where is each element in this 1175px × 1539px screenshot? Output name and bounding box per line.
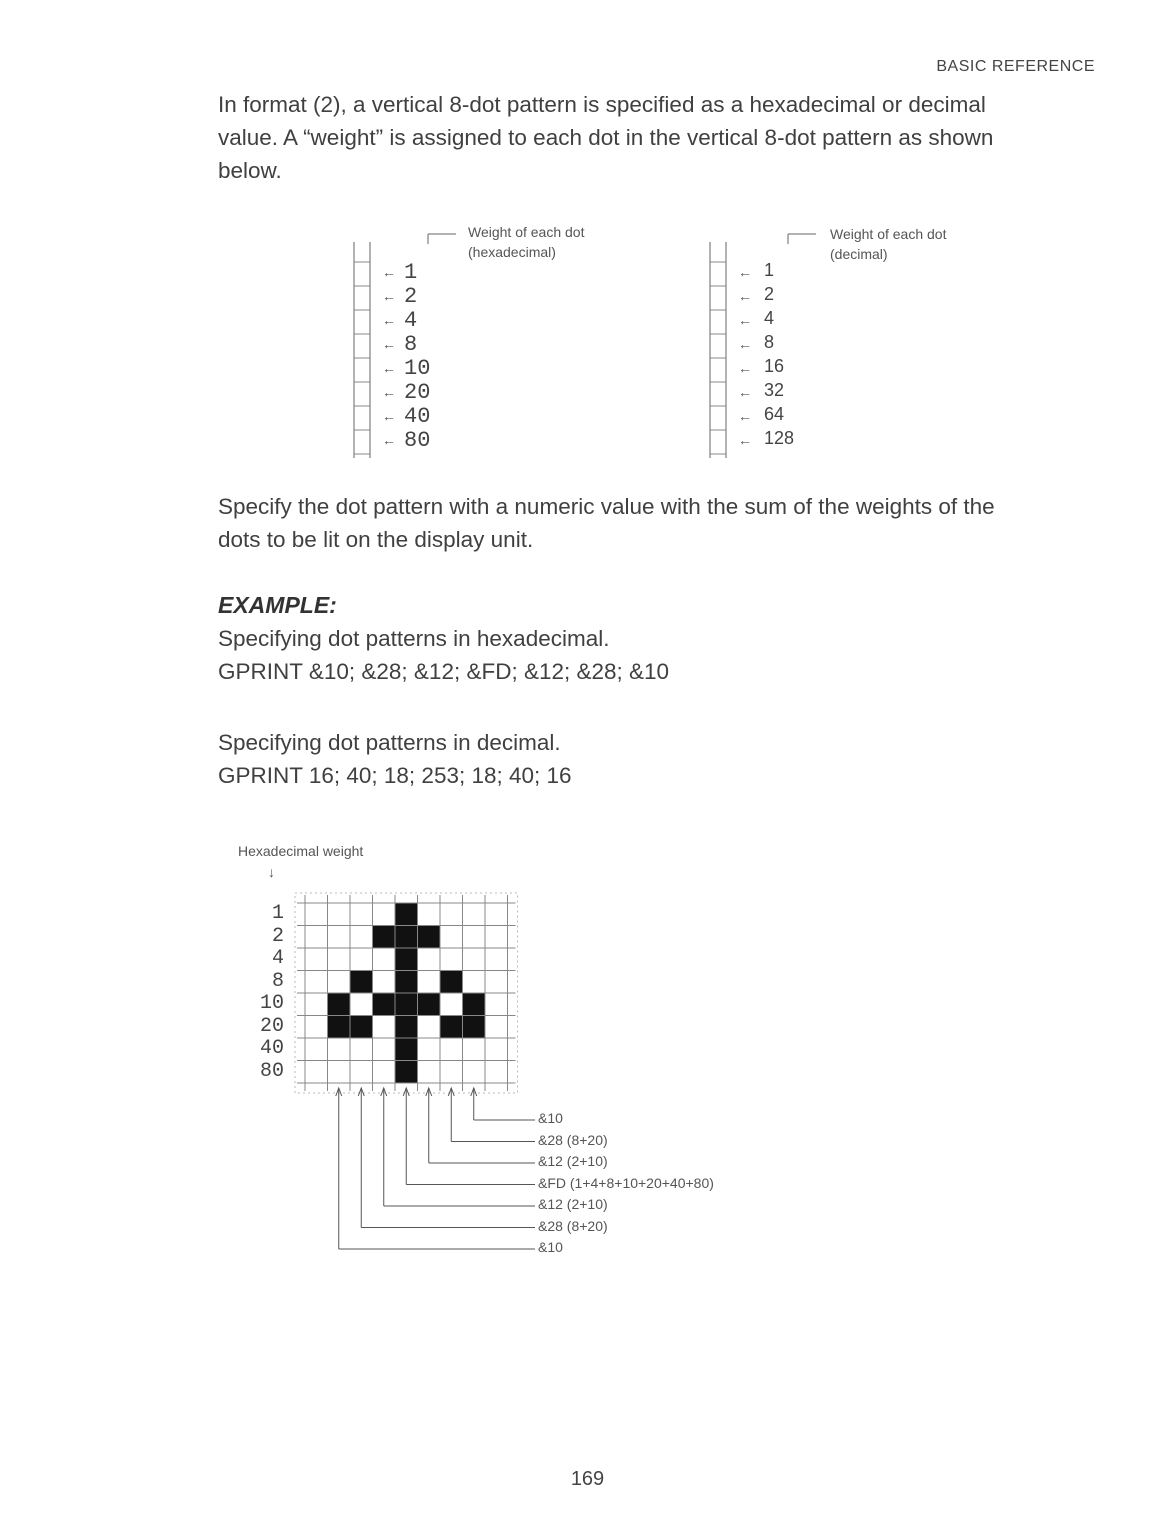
lit-dot	[395, 1061, 418, 1084]
dec-weight-label: 64	[764, 404, 785, 424]
weight-arrow-icon: ←	[738, 264, 752, 280]
intro-line-2: value. A “weight” is assigned to each dot in the vertical 8-dot pattern as shown	[218, 125, 994, 150]
lit-dot	[418, 993, 441, 1016]
lit-dot	[373, 926, 396, 949]
specify-line-2: dots to be lit on the display unit.	[218, 527, 534, 552]
grid-annotation: &28 (8+20)	[538, 1217, 608, 1234]
specify-line-1: Specify the dot pattern with a numeric value with the sum of the weights of the	[218, 494, 995, 519]
hex-weight-label: 20	[404, 380, 431, 405]
hex-dot-column	[340, 222, 460, 462]
dot-pattern-grid	[290, 888, 530, 1098]
grid-caption-arrow-icon: ↓	[268, 864, 275, 880]
weight-arrow-icon: ←	[738, 360, 752, 376]
weight-arrow-icon: ←	[382, 336, 396, 352]
page-number: 169	[570, 1468, 605, 1490]
example-title: EXAMPLE:	[218, 592, 337, 618]
hex-weight-label: 1	[404, 260, 418, 285]
weight-arrow-icon: ←	[738, 432, 752, 448]
lit-dot	[328, 993, 351, 1016]
dec-weight-label: 128	[764, 428, 795, 448]
grid-annotation: &12 (2+10)	[538, 1196, 608, 1212]
lit-dot	[350, 971, 373, 994]
weight-arrow-icon: ←	[382, 312, 396, 328]
grid-annotation: &28 (8+20)	[538, 1131, 608, 1148]
grid-annotation: &12 (2+10)	[538, 1153, 608, 1169]
lit-dot	[373, 993, 396, 1016]
lit-dot	[395, 993, 418, 1016]
lit-dot	[395, 926, 418, 949]
example-hex-description: Specifying dot patterns in hexadecimal.	[218, 626, 610, 651]
intro-line-3: below.	[218, 158, 282, 183]
hex-caption-line-2: (hexadecimal)	[468, 244, 556, 260]
weight-arrow-icon: ←	[382, 288, 396, 304]
weight-arrow-icon: ←	[382, 408, 396, 424]
weight-arrow-icon: ←	[738, 408, 752, 424]
grid-row-label: 4	[271, 947, 284, 970]
dec-dot-column	[700, 222, 820, 462]
lit-dot	[328, 1016, 351, 1039]
grid-annotation: &10	[538, 1110, 563, 1126]
hex-caption-line-1: Weight of each dot	[468, 224, 585, 240]
example-hex-code: GPRINT &10; &28; &12; &FD; &12; &28; &10	[218, 659, 670, 684]
hex-weight-label: 8	[404, 332, 418, 357]
grid-row-label: 20	[259, 1014, 284, 1038]
grid-row-label: 2	[271, 924, 284, 948]
lit-dot	[418, 926, 441, 949]
weight-arrow-icon: ←	[382, 360, 396, 376]
intro-line-1: In format (2), a vertical 8-dot pattern is specified as a hexadecimal or decimal	[218, 92, 986, 117]
grid-row-label: 1	[271, 902, 284, 925]
lit-dot	[463, 993, 486, 1016]
example-dec-code: GPRINT 16; 40; 18; 253; 18; 40; 16	[218, 763, 572, 788]
weight-arrow-icon: ←	[738, 384, 752, 400]
lit-dot	[395, 948, 418, 971]
grid-row-label: 10	[259, 992, 284, 1015]
specify-paragraph	[218, 490, 1108, 556]
weight-arrow-icon: ←	[382, 432, 396, 448]
weight-arrow-icon: ←	[382, 384, 396, 400]
dec-weight-diagram	[700, 222, 1020, 462]
hex-weight-label: 80	[404, 428, 431, 453]
weight-arrow-icon: ←	[738, 288, 752, 304]
lit-dot	[395, 971, 418, 994]
dec-weight-label: 2	[764, 284, 775, 304]
intro-paragraph	[218, 88, 1108, 187]
hex-weight-diagram	[340, 222, 660, 462]
grid-annotation: &FD (1+4+8+10+20+40+80)	[538, 1174, 714, 1191]
lit-dot	[395, 903, 418, 926]
dec-weight-label: 32	[764, 380, 785, 400]
lit-dot	[395, 1038, 418, 1061]
dec-caption-line-2: (decimal)	[830, 246, 888, 262]
hex-weight-label: 10	[404, 356, 431, 381]
weight-arrow-icon: ←	[382, 264, 396, 280]
dec-caption-line-1: Weight of each dot	[830, 226, 947, 242]
hex-weight-label: 2	[404, 284, 418, 309]
grid-row-label: 40	[259, 1037, 284, 1060]
hex-weight-label: 40	[404, 404, 431, 429]
example-dec-description: Specifying dot patterns in decimal.	[218, 730, 561, 755]
weight-arrow-icon: ←	[738, 336, 752, 352]
lit-dot	[463, 1016, 486, 1039]
section-header: BASIC REFERENCE	[936, 58, 1095, 75]
dec-weight-label: 1	[764, 260, 775, 280]
lit-dot	[350, 1016, 373, 1039]
dec-weight-label: 16	[764, 356, 785, 376]
hex-weight-label: 4	[404, 308, 418, 333]
lit-dot	[440, 1016, 463, 1039]
grid-row-label: 80	[259, 1059, 284, 1083]
grid-annotation: &10	[538, 1239, 563, 1255]
weight-arrow-icon: ←	[738, 312, 752, 328]
grid-caption: Hexadecimal weight	[238, 843, 364, 859]
dec-weight-label: 4	[764, 308, 775, 328]
lit-dot	[395, 1016, 418, 1039]
grid-leader-lines	[330, 1086, 550, 1268]
dec-weight-label: 8	[764, 332, 775, 352]
lit-dot	[440, 971, 463, 994]
grid-row-label: 8	[271, 969, 284, 993]
